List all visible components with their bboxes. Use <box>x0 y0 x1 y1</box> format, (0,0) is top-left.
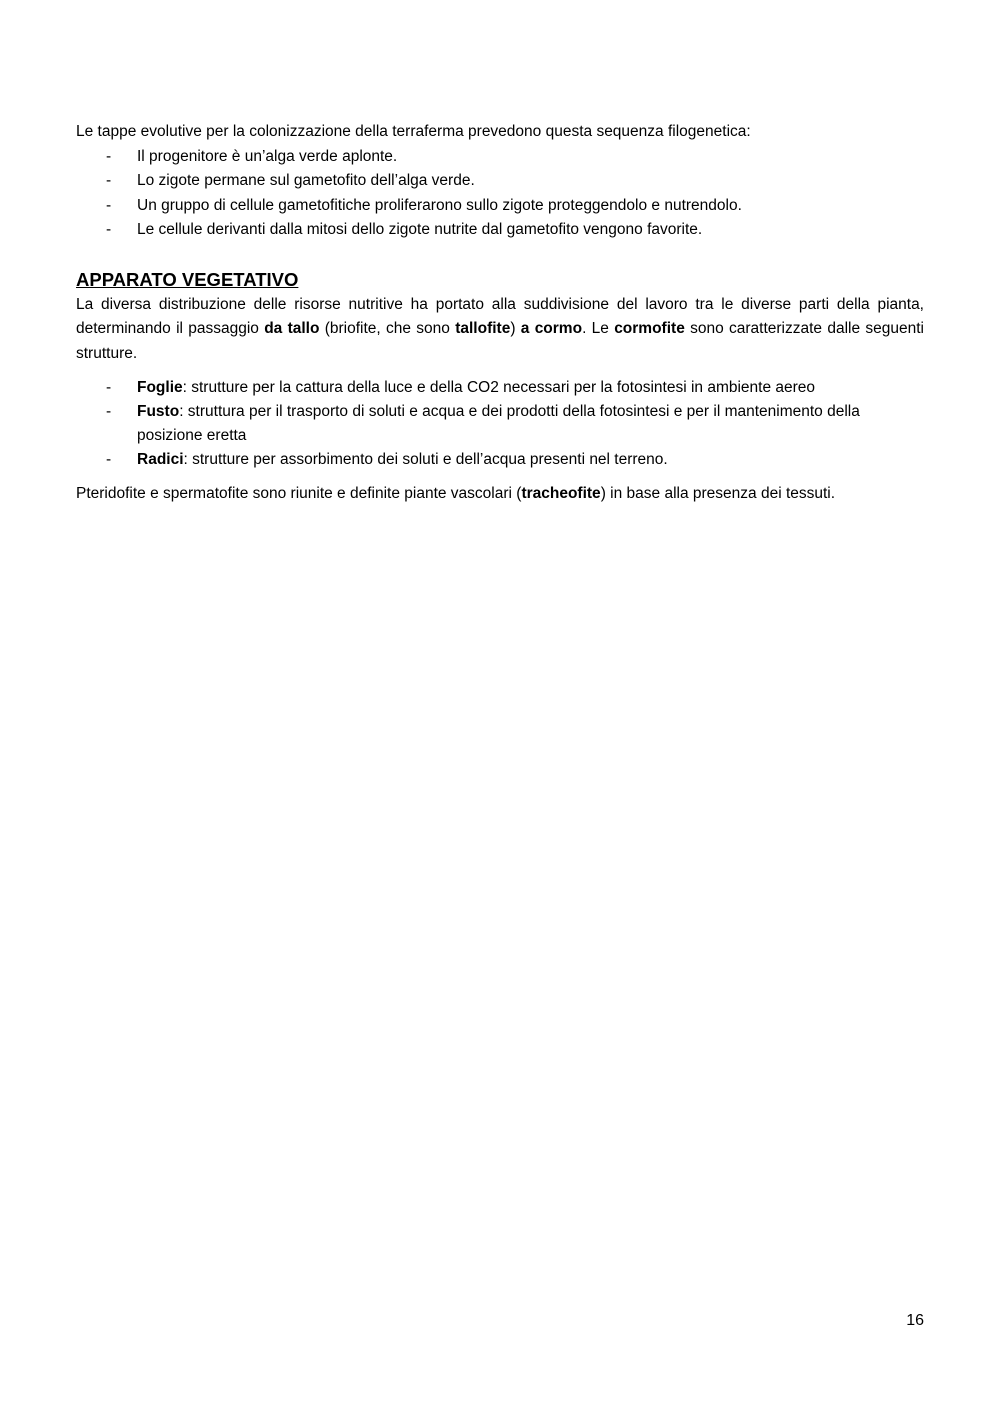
text-run: ) <box>510 320 521 337</box>
bold-term: tallofite <box>455 320 511 337</box>
list-item <box>76 218 924 243</box>
list-dash: - <box>106 147 112 165</box>
bold-term: Foglie <box>137 379 183 396</box>
bold-term: Fusto <box>137 403 180 420</box>
text-run: . Le <box>582 320 615 337</box>
page-number: 16 <box>906 1312 924 1329</box>
list-item <box>76 448 924 472</box>
bold-term: Radici <box>137 451 184 468</box>
section-heading: APPARATO VEGETATIVO <box>76 268 299 290</box>
text-run: (briofite, che sono <box>319 320 456 337</box>
list-item-text: Le cellule derivanti dalla mitosi dello zigote nutrite dal gametofito vengono favorite. <box>137 221 703 238</box>
bold-term: da tallo <box>264 320 320 337</box>
text-run: ) in base alla presenza dei tessuti. <box>600 485 836 502</box>
bold-term: a cormo <box>520 320 583 337</box>
section-paragraph <box>76 293 924 367</box>
list-item-text: Il progenitore è un’alga verde aplonte. <box>137 147 398 165</box>
evolution-steps-list <box>76 145 924 243</box>
list-item <box>76 376 924 400</box>
list-item-text: : strutture per assorbimento dei soluti e dell’acqua presenti nel terreno. <box>183 451 668 468</box>
list-item-text: : strutture per la cattura della luce e della CO2 necessari per la fotosintesi in ambiente aereo <box>182 379 816 396</box>
list-item <box>76 400 924 448</box>
structures-list <box>76 376 924 472</box>
list-dash: - <box>106 403 112 420</box>
text-run: Pteridofite e spermatofite sono riunite e definite piante vascolari ( <box>76 485 522 502</box>
intro-paragraph: Le tappe evolutive per la colonizzazione della terraferma prevedono questa sequenza filogenetica: <box>76 123 751 140</box>
document-page <box>76 120 924 507</box>
list-dash: - <box>106 172 112 189</box>
list-item-text: Lo zigote permane sul gametofito dell’alga verde. <box>137 172 475 189</box>
list-dash: - <box>106 196 112 214</box>
text-run: sono caratterizzate dalle seguenti strutture. <box>76 320 924 362</box>
bold-term: cormofite <box>614 320 685 337</box>
list-item <box>76 194 924 219</box>
list-item-text: Un gruppo di cellule gametofitiche proliferarono sullo zigote proteggendolo e nutrendolo. <box>137 196 742 214</box>
list-item <box>76 169 924 194</box>
list-dash: - <box>106 221 112 238</box>
list-dash: - <box>106 379 112 396</box>
bold-term: tracheofite <box>521 485 601 502</box>
text-run: La diversa distribuzione delle risorse nutritive ha portato alla suddivisione del lavoro tra le diverse parti della pianta, determinando il passaggio <box>76 295 924 337</box>
list-item-text: : struttura per il trasporto di soluti e acqua e dei prodotti della fotosintesi e per il mantenimento della posizione eretta <box>137 403 860 444</box>
list-item <box>76 145 924 170</box>
closing-paragraph <box>76 482 924 507</box>
list-dash: - <box>106 451 112 468</box>
